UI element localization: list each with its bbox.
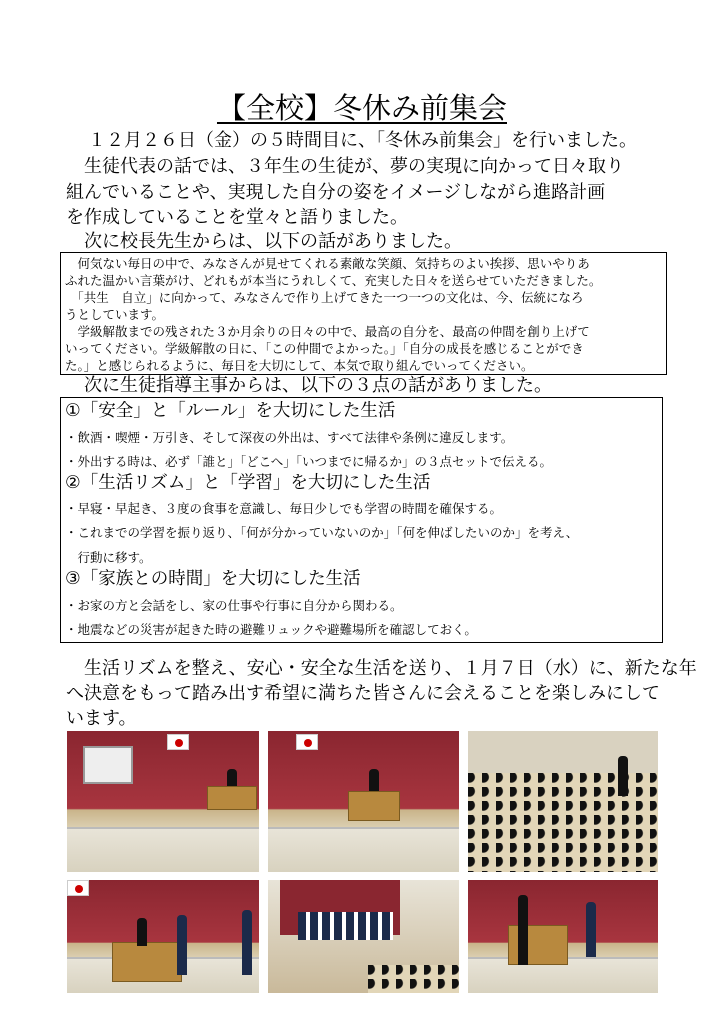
flag-icon bbox=[67, 880, 89, 896]
person bbox=[137, 918, 147, 946]
photo-award-presentation bbox=[67, 880, 259, 993]
page-title: 【全校】冬休み前集会 bbox=[216, 91, 507, 125]
guidance-points-box bbox=[60, 397, 663, 643]
screen-image bbox=[83, 746, 133, 784]
point-heading: ②「生活リズム」と「学習」を大切にした生活 bbox=[65, 473, 431, 493]
point-bullet: ・地震などの災害が起きた時の避難リュックや避難場所を確認しておく。 bbox=[65, 622, 477, 637]
person bbox=[177, 915, 187, 975]
point-heading: ①「安全」と「ルール」を大切にした生活 bbox=[65, 401, 396, 421]
podium bbox=[207, 786, 257, 810]
podium bbox=[348, 791, 400, 821]
intro-line: を作成していることを堂々と語りました。 bbox=[66, 207, 408, 228]
closing-line: 生活リズムを整え、安心・安全な生活を送り、１月７日（水）に、新たな年 bbox=[66, 658, 697, 679]
point-bullet: 行動に移す。 bbox=[65, 550, 152, 565]
photo-award-handover bbox=[468, 880, 658, 993]
stage bbox=[67, 827, 259, 872]
person bbox=[618, 756, 628, 796]
intro-line: 組んでいることや、実現した自分の姿をイメージしながら進路計画 bbox=[66, 182, 606, 203]
point-heading: ③「家族との時間」を大切にした生活 bbox=[65, 569, 361, 589]
principal-line: いってください。学級解散の日に、「この仲間でよかった。」「自分の成長を感じることができ bbox=[65, 341, 584, 356]
student-crowd bbox=[468, 773, 658, 872]
principal-line: た。」と感じられるように、毎日を大切にして、本気で取り組んでいってください。 bbox=[65, 358, 534, 373]
podium bbox=[112, 942, 182, 982]
closing-line: います。 bbox=[66, 708, 137, 729]
student-row bbox=[298, 912, 393, 940]
principal-line: 「共生 自立」に向かって、みなさんで作り上げてきた一つ一つの文化は、今、伝統になろ bbox=[65, 290, 584, 305]
guidance-intro: 次に生徒指導主事からは、以下の３点の話がありました。 bbox=[66, 375, 552, 396]
point-bullet: ・早寝・早起き、３度の食事を意識し、毎日少しでも学習の時間を確保する。 bbox=[65, 501, 503, 516]
photo-stage-student-speech bbox=[67, 731, 259, 872]
flag-icon bbox=[296, 734, 318, 750]
person bbox=[242, 910, 252, 975]
photo-students-seated bbox=[468, 731, 658, 872]
photo-principal-speech bbox=[268, 731, 459, 872]
point-bullet: ・飲酒・喫煙・万引き、そして深夜の外出は、すべて法律や条例に違反します。 bbox=[65, 430, 514, 445]
podium bbox=[508, 925, 568, 965]
principal-line: 何気ない毎日の中で、みなさんが見せてくれる素敵な笑顔、気持ちのよい挨拶、思いやりあ bbox=[65, 256, 590, 271]
person bbox=[518, 895, 528, 965]
point-bullet: ・お家の方と会話をし、家の仕事や行事に自分から関わる。 bbox=[65, 598, 403, 613]
flag-icon bbox=[167, 734, 189, 750]
principal-line: 学級解散までの残された３か月余りの日々の中で、最高の自分を、最高の仲間を創り上げて bbox=[65, 324, 590, 339]
intro-line: 生徒代表の話では、３年生の生徒が、夢の実現に向かって日々取り bbox=[66, 156, 624, 177]
point-bullet: ・外出する時は、必ず「誰と」「どこへ」「いつまでに帰るか」の３点セットで伝える。 bbox=[65, 454, 553, 469]
closing-line: へ決意をもって踏み出す希望に満ちた皆さんに会えることを楽しみにして bbox=[66, 683, 660, 704]
person bbox=[369, 769, 379, 793]
student-crowd bbox=[368, 965, 459, 993]
intro-line: 次に校長先生からは、以下の話がありました。 bbox=[66, 231, 462, 252]
principal-line: ふれた温かい言葉がけ、どれもが本当にうれしくて、充実した日々を送らせていただきました。 bbox=[65, 273, 602, 288]
intro-line: １２月２６日（金）の５時間目に、「冬休み前集会」を行いました。 bbox=[88, 130, 637, 151]
point-bullet: ・これまでの学習を振り返り、「何が分かっていないのか」「何を伸ばしたいのか」を考え、 bbox=[65, 525, 579, 540]
person bbox=[586, 902, 596, 957]
stage bbox=[268, 827, 459, 872]
principal-line: うとしています。 bbox=[65, 307, 165, 322]
principal-message-box bbox=[60, 252, 667, 375]
photo-students-on-stage bbox=[268, 880, 459, 993]
